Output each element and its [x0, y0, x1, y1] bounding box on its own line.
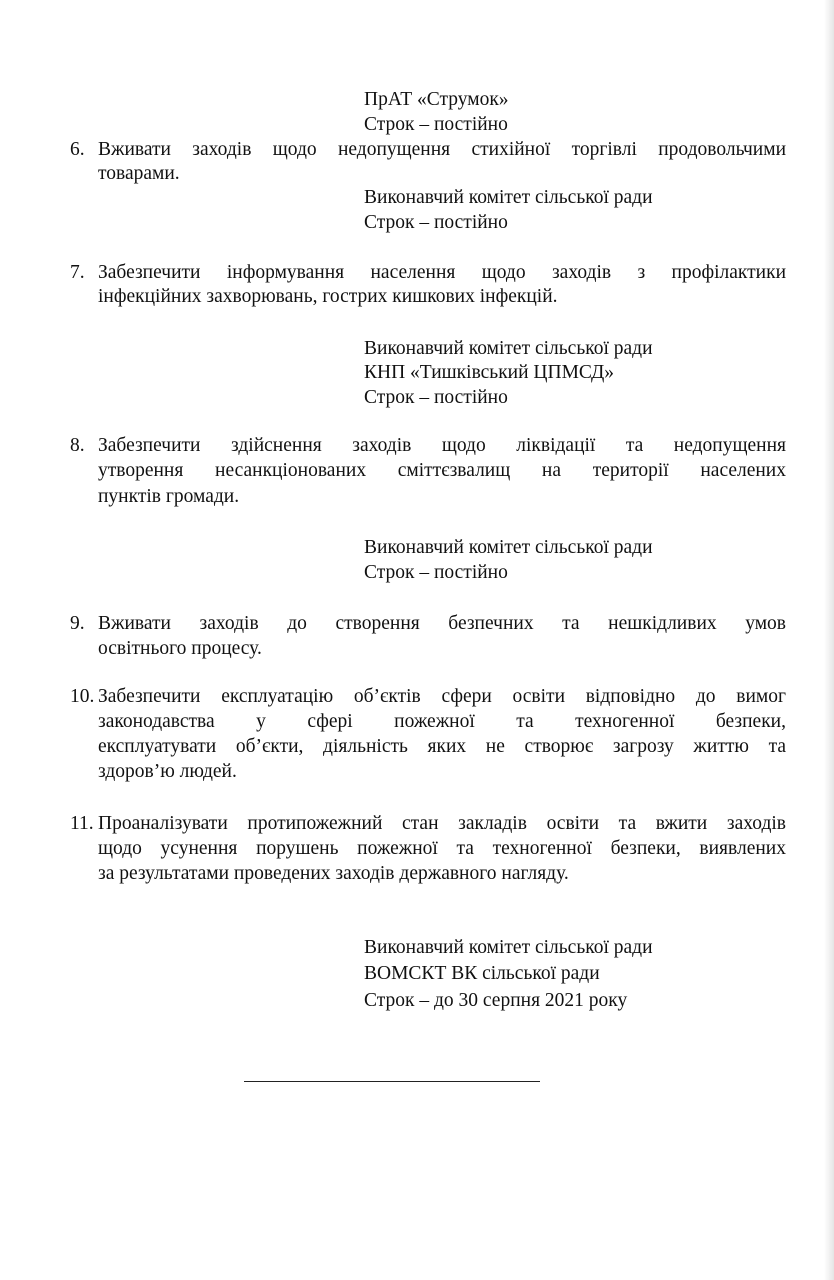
item-11-line-3: за результатами проведених заходів державного нагляду. — [98, 863, 569, 884]
closing-rule-line — [244, 1081, 540, 1082]
item-number-9: 9. — [70, 613, 85, 634]
item-8-responsible: Виконавчий комітет сільської ради — [364, 537, 653, 558]
item-9-line-2: освітнього процесу. — [98, 638, 262, 659]
item-10-line-2: законодавства у сфері пожежної та техногенної безпеки, — [98, 711, 786, 732]
item-7-deadline: Строк – постійно — [364, 387, 508, 408]
item-7-line-1: Забезпечити інформування населення щодо заходів з профілактики — [98, 262, 786, 283]
item-9-line-1: Вживати заходів до створення безпечних та нешкідливих умов — [98, 613, 786, 634]
item-8-deadline: Строк – постійно — [364, 562, 508, 583]
item-7-responsible-2: КНП «Тишківський ЦПМСД» — [364, 362, 615, 383]
item-8-line-1: Забезпечити здійснення заходів щодо ліквідації та недопущення — [98, 435, 786, 456]
item-number-7: 7. — [70, 262, 85, 283]
item-8-line-3: пунктів громади. — [98, 486, 240, 507]
item-10-line-3: експлуатувати об’єкти, діяльність яких не створює загрозу життю та — [98, 736, 786, 757]
item-7-line-2: інфекційних захворювань, гострих кишкових інфекцій. — [98, 286, 558, 307]
item-11-deadline: Строк – до 30 серпня 2021 року — [364, 990, 628, 1011]
responsible-org: ПрАТ «Струмок» — [364, 89, 509, 110]
item-number-8: 8. — [70, 435, 85, 456]
item-10-line-4: здоров’ю людей. — [98, 761, 237, 782]
page-edge-shadow — [824, 0, 834, 1280]
item-number-6: 6. — [70, 139, 85, 160]
item-8-line-2: утворення несанкціонованих сміттєзвалищ на території населених — [98, 460, 786, 481]
item-6-line-2: товарами. — [98, 163, 180, 184]
item-10-line-1: Забезпечити експлуатацію об’єктів сфери освіти відповідно до вимог — [98, 686, 786, 707]
item-11-responsible-1: Виконавчий комітет сільської ради — [364, 937, 653, 958]
item-11-responsible-2: ВОМСКТ ВК сільської ради — [364, 963, 600, 984]
item-11-line-2: щодо усунення порушень пожежної та техногенної безпеки, виявлених — [98, 838, 786, 859]
item-6-deadline: Строк – постійно — [364, 212, 508, 233]
item-number-10: 10. — [70, 686, 95, 707]
item-11-line-1: Проаналізувати протипожежний стан закладів освіти та вжити заходів — [98, 813, 786, 834]
item-6-responsible: Виконавчий комітет сільської ради — [364, 187, 653, 208]
deadline-text: Строк – постійно — [364, 114, 508, 135]
item-6-line-1: Вживати заходів щодо недопущення стихійної торгівлі продовольчими — [98, 139, 786, 160]
item-7-responsible-1: Виконавчий комітет сільської ради — [364, 338, 653, 359]
item-number-11: 11. — [70, 813, 94, 834]
